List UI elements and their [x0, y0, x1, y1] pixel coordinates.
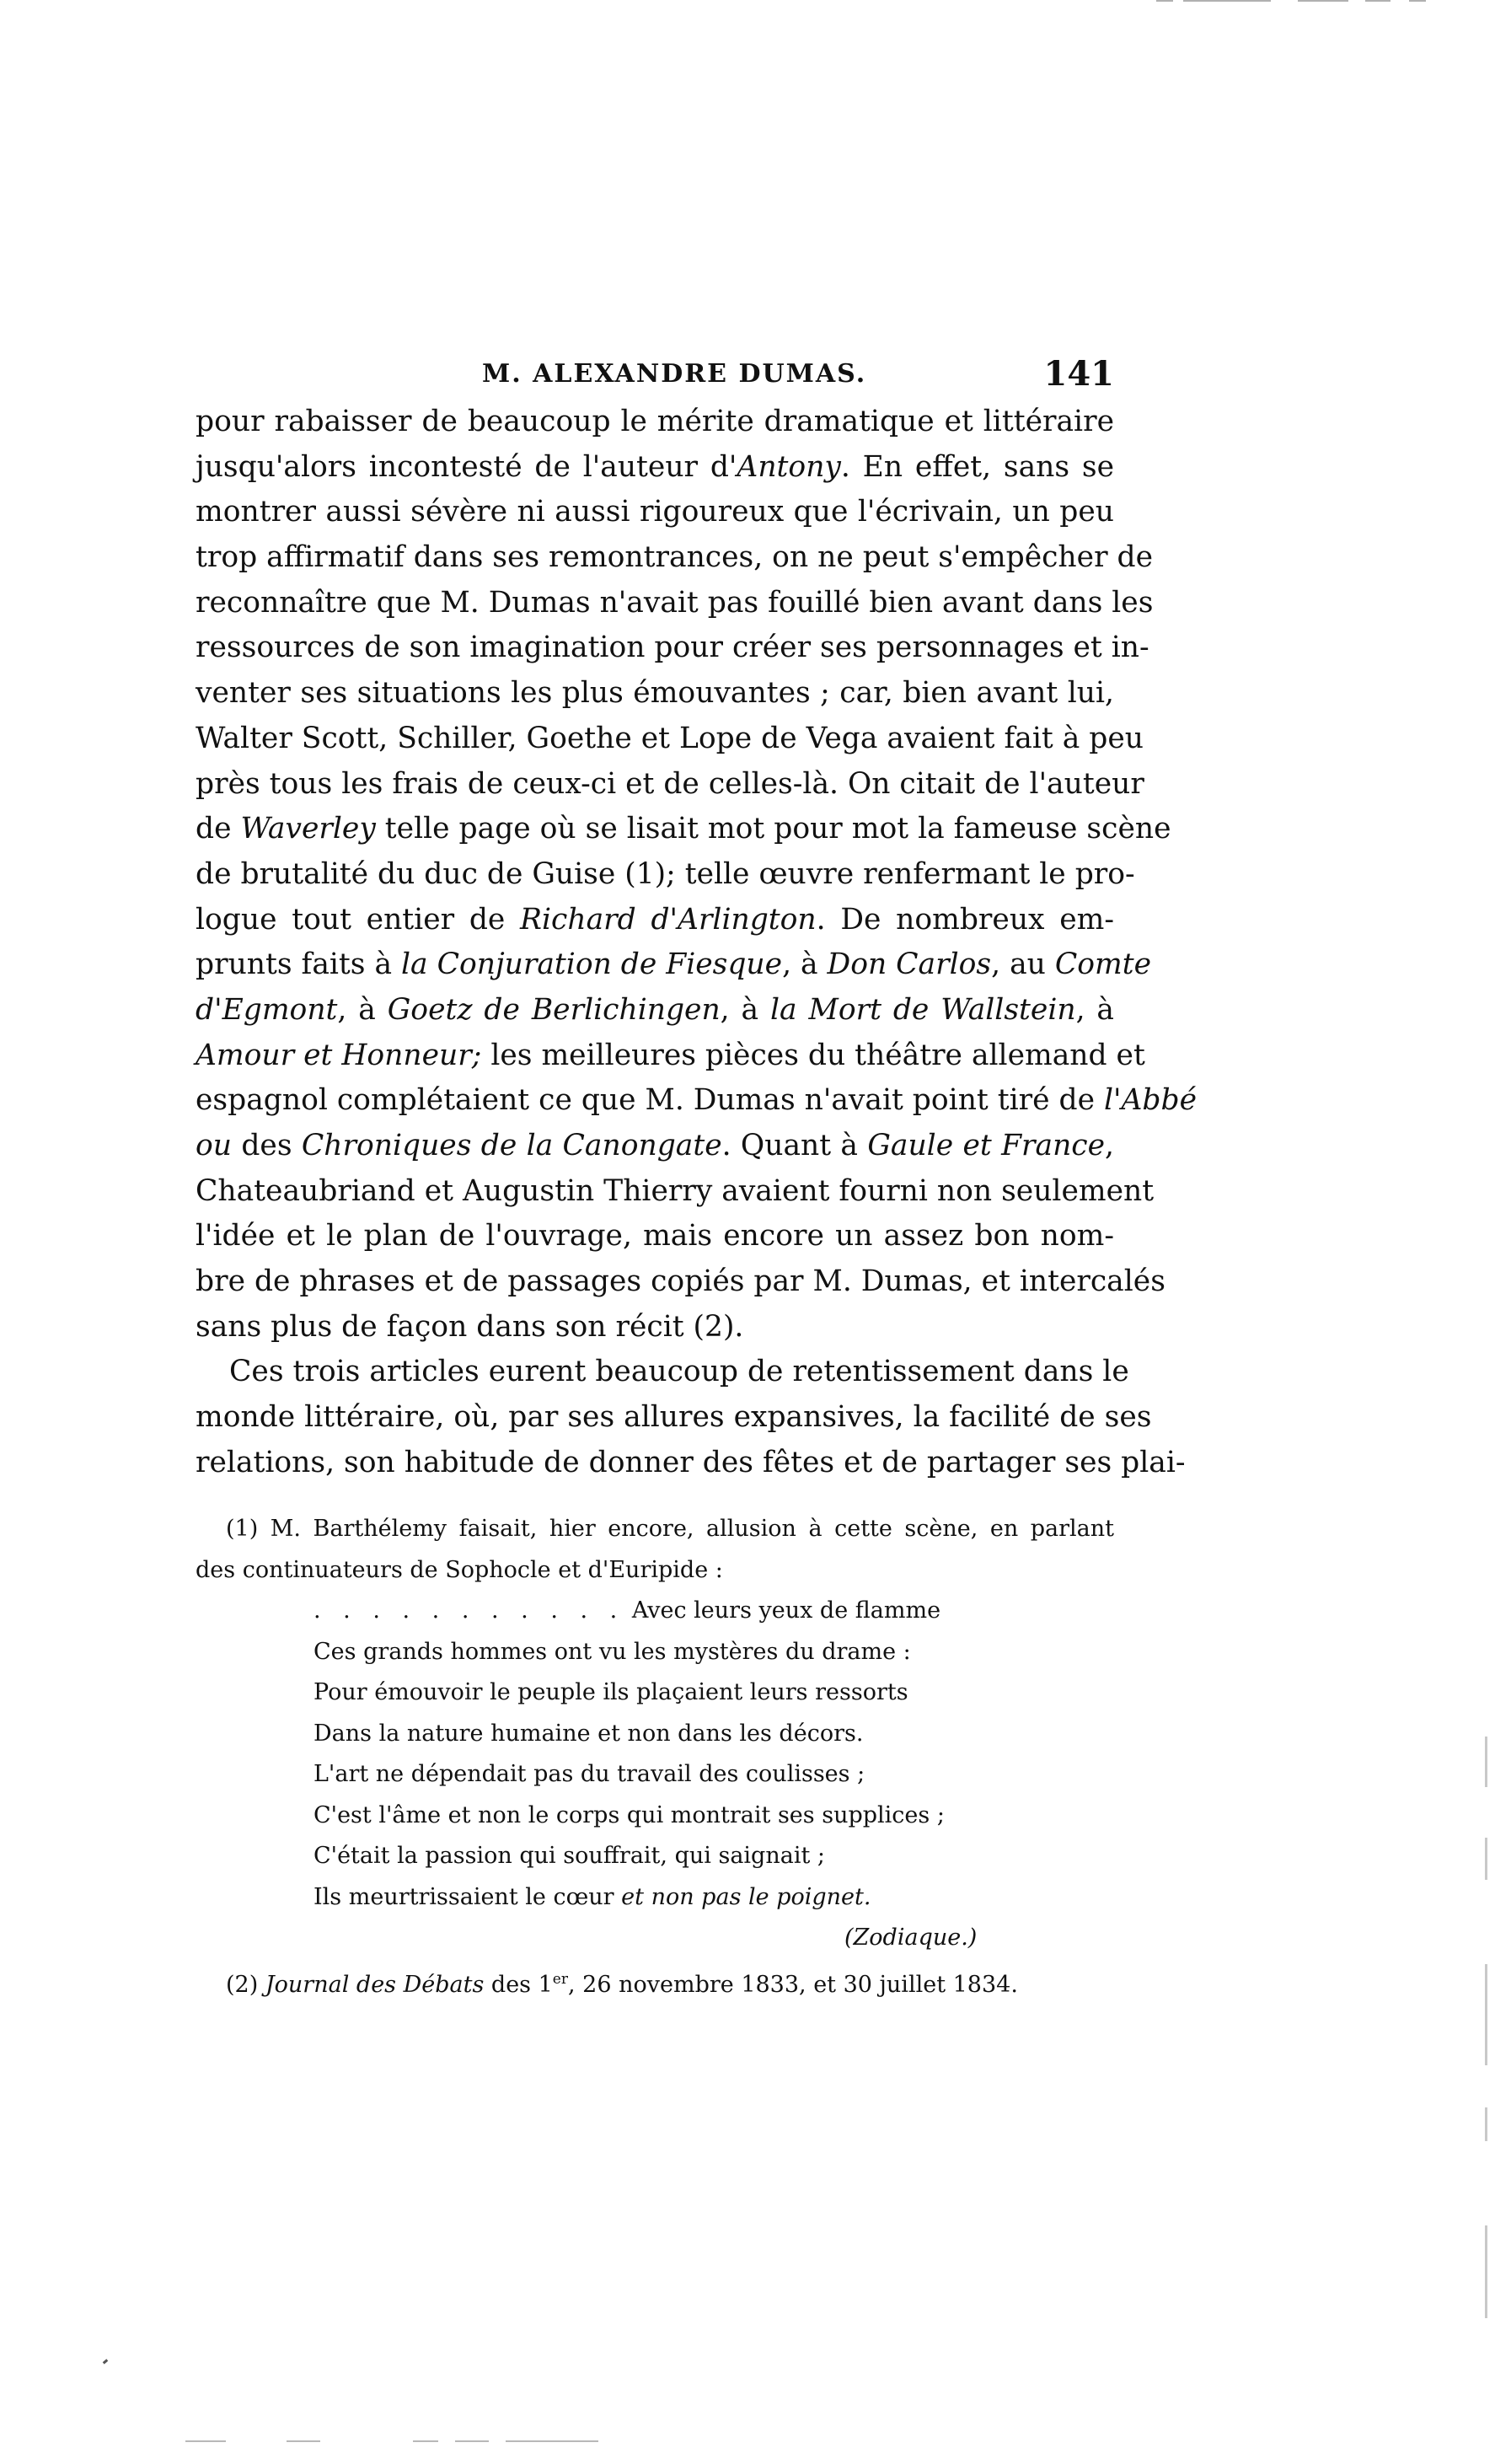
scan-mark	[1156, 0, 1173, 2]
text-line	[196, 988, 1114, 1033]
verse-line: C'était la passion qui souffrait, qui saignait ;	[313, 1843, 825, 1869]
text-line	[196, 898, 1114, 943]
text-run: Walter Scott, Schiller, Goethe et Lope de Vega avaient fait à peu	[196, 721, 1144, 755]
text-run: , à	[1075, 992, 1115, 1027]
scan-mark	[1485, 1964, 1487, 2065]
verse-text-italic: et non pas le poignet.	[621, 1883, 871, 1910]
text-run: Chateaubriand et Augustin Thierry avaient fourni non seulement	[196, 1173, 1155, 1208]
verse-line: Ces grands hommes ont vu les mystères du drame :	[313, 1638, 911, 1665]
text-run: , au	[991, 947, 1055, 982]
scan-mark	[185, 2440, 226, 2442]
verse-line: Dans la nature humaine et non dans les décors.	[313, 1720, 864, 1747]
text-run: trop affirmatif dans ses remontrances, on ne peut s'empêcher de	[196, 540, 1154, 575]
text-run: . En effet, sans se	[840, 449, 1114, 484]
verse-block	[196, 1632, 1114, 1877]
italic-title: Don Carlos	[827, 947, 992, 982]
text-run: jusqu'alors incontesté de l'auteur d'	[196, 449, 737, 484]
text-line	[196, 1078, 1198, 1124]
scan-mark	[506, 2440, 598, 2442]
text-run: montrer aussi sévère ni aussi rigoureux que l'écrivain, un peu	[196, 495, 1114, 529]
text-run: bre de phrases et de passages copiés par M. Dumas, et intercalés	[196, 1264, 1165, 1299]
text-run: ,	[1105, 1129, 1114, 1162]
text-line	[196, 1350, 1129, 1395]
scan-mark	[1485, 1737, 1487, 1787]
verse-text: Ils meurtrissaient le cœur	[313, 1883, 622, 1910]
text-run: près tous les frais de ceux-ci et de celles-là. On citait de l'auteur	[196, 766, 1144, 801]
text-run: reconnaître que M. Dumas n'avait pas fouillé bien avant dans les	[196, 585, 1154, 620]
text-run: Ces trois articles eurent beaucoup de retentissement dans le	[229, 1355, 1129, 1389]
scan-mark	[103, 2359, 109, 2364]
verse-line: C'est l'âme et non le corps qui montrait ses supplices ;	[313, 1801, 945, 1828]
scan-mark	[455, 2440, 489, 2442]
scan-mark	[1485, 2225, 1487, 2318]
text-line	[196, 1395, 1152, 1441]
ordinal-suffix: er	[552, 1970, 568, 1988]
italic-title: ou	[196, 1129, 232, 1162]
text-line	[196, 762, 1144, 808]
italic-title: l'Abbé	[1104, 1083, 1198, 1118]
text-line	[196, 1305, 1114, 1350]
scan-mark	[287, 2440, 320, 2442]
text-run: venter ses situations les plus émouvantes ; car, bien avant lui,	[196, 676, 1114, 711]
text-run: les meilleures pièces du théâtre allemand et	[481, 1038, 1145, 1072]
text-line	[196, 625, 1149, 671]
text-line	[196, 1169, 1155, 1215]
scan-mark	[1485, 2107, 1487, 2141]
text-line	[196, 445, 1114, 491]
italic-title: la Conjuration de Fiesque	[401, 947, 783, 982]
footnotes	[196, 1509, 1114, 2000]
footnote-1-line: des continuateurs de Sophocle et d'Euripide :	[196, 1556, 723, 1583]
text-run: de brutalité du duc de Guise (1); telle œuvre renfermant le pro-	[196, 856, 1135, 891]
text-run: sans plus de façon dans son récit (2).	[196, 1309, 744, 1344]
verse-line: Pour émouvoir le peuple ils plaçaient leurs ressorts	[313, 1679, 908, 1705]
verse-text: Avec leurs yeux de flamme	[624, 1597, 941, 1624]
scan-mark	[1409, 0, 1426, 2]
running-head-title: M. ALEXANDRE DUMAS.	[482, 359, 867, 389]
text-line	[196, 535, 1154, 581]
journal-title: Journal des Débats	[265, 1971, 485, 1998]
italic-title: Chroniques de la Canongate	[301, 1129, 722, 1162]
text-line	[196, 807, 1171, 852]
verse-ellipsis: . . . . . . . . . . .	[313, 1597, 625, 1624]
italic-title: Comte	[1054, 947, 1152, 982]
footnote-1-line: (1) M. Barthélemy faisait, hier encore, allusion à cette scène, en parlant	[226, 1516, 1114, 1542]
verse-line: L'art ne dépendait pas du travail des coulisses ;	[313, 1761, 865, 1787]
italic-title: d'Egmont	[196, 992, 338, 1027]
text-line	[196, 671, 1114, 717]
text-line	[196, 942, 1152, 988]
scan-mark	[1183, 0, 1271, 2]
footnote-2-text: , 26 novembre 1833, et 30 juillet 1834.	[567, 1971, 1018, 1998]
text-run: logue tout entier de	[196, 902, 521, 937]
text-run: , à	[337, 992, 388, 1027]
text-run: , à	[782, 947, 828, 982]
text-run: espagnol complétaient ce que M. Dumas n'avait point tiré de	[196, 1083, 1104, 1118]
italic-title: Antony	[737, 449, 841, 484]
page-number: 141	[1043, 354, 1114, 394]
italic-title: Waverley	[240, 812, 376, 846]
running-head	[196, 354, 1114, 396]
scan-mark	[1365, 0, 1391, 2]
text-run: pour rabaisser de beaucoup le mérite dramatique et littéraire	[196, 405, 1114, 438]
italic-title: Goetz de Berlichingen	[387, 992, 721, 1027]
italic-title: Gaule et France	[867, 1129, 1106, 1162]
footnote-2-line	[196, 1959, 1114, 2000]
text-line	[196, 1259, 1165, 1305]
scan-mark	[413, 2440, 438, 2442]
text-line	[196, 1124, 1114, 1169]
italic-title: la Mort de Wallstein	[770, 992, 1076, 1027]
italic-title: Richard d'Arlington	[520, 902, 817, 937]
footnote-2-label: (2)	[226, 1971, 265, 1998]
verse-attribution	[196, 1918, 1114, 1959]
footnote-2-text: des 1	[484, 1971, 553, 1998]
text-run: relations, son habitude de donner des fêtes et de partager ses plai-	[196, 1445, 1186, 1479]
text-run: ressources de son imagination pour créer ses personnages et in-	[196, 631, 1149, 665]
text-run: telle page où se lisait mot pour mot la fameuse scène	[375, 812, 1171, 846]
text-line	[196, 490, 1114, 535]
text-run: monde littéraire, où, par ses allures expansives, la facilité de ses	[196, 1400, 1152, 1435]
text-run: . Quant à	[721, 1129, 868, 1162]
verse-line	[196, 1591, 1114, 1632]
italic-title: Amour et Honneur;	[196, 1038, 482, 1072]
text-run: prunts faits à	[196, 947, 401, 982]
body-text	[196, 400, 1198, 1486]
text-line	[196, 1214, 1114, 1259]
text-line	[196, 581, 1154, 626]
text-line	[196, 400, 1114, 445]
text-run: , à	[720, 992, 770, 1027]
text-run: de	[196, 812, 241, 846]
scan-mark	[1298, 0, 1348, 2]
text-line	[196, 717, 1144, 762]
text-run: l'idée et le plan de l'ouvrage, mais encore un assez bon nom-	[196, 1219, 1114, 1253]
text-run: . De nombreux em-	[816, 902, 1114, 937]
verse-line	[196, 1877, 1114, 1919]
scan-mark	[1485, 1838, 1487, 1880]
text-run: des	[232, 1129, 302, 1162]
text-line	[196, 1033, 1145, 1079]
text-line	[196, 1441, 1186, 1486]
text-line	[196, 852, 1135, 898]
attribution-text: (Zodiaque.)	[844, 1924, 978, 1951]
